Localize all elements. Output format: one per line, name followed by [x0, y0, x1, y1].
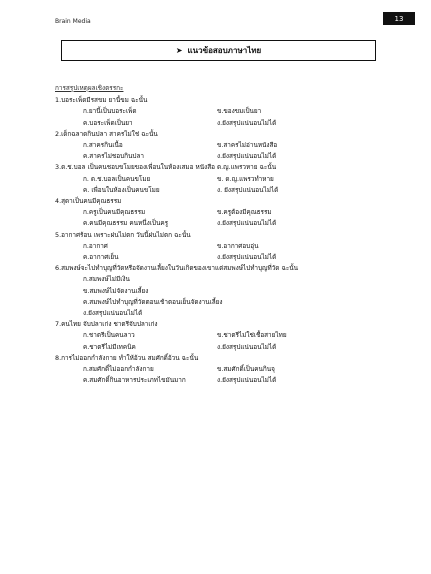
answer-option: ก.ครูเป็นคนมีคุณธรรม	[83, 208, 146, 217]
answer-option: ข.สมพงษ์ไม่จัดงานเลี้ยง	[83, 286, 149, 295]
answer-option: ค.อากาศเย็น	[83, 253, 119, 262]
option-row	[55, 151, 415, 162]
answer-option: ค.สมพงษ์ไปทำบุญที่วัดตอนเช้าตอนเย็นจัดงานเลี้ยง	[83, 297, 223, 306]
answer-option: ก. ด.ช.บอลเป็นคนขโมย	[83, 174, 151, 183]
question-text: 2.เด็กฉลาดกินปลา สาครไม่ใช่ ฉะนั้น	[55, 129, 158, 138]
answer-option: ข.สมศักดิ์เป็นคนกินจุ	[217, 365, 275, 374]
option-row	[55, 106, 415, 117]
answer-option: ข. ด.ญ.แพรวทำหาย	[217, 174, 274, 183]
answer-option: ค.สาครไม่ชอบกินปลา	[83, 152, 144, 161]
option-row	[55, 218, 415, 229]
option-row	[55, 185, 415, 196]
question-block	[55, 196, 415, 230]
topic-heading: การสรุปเหตุผลเชิงตรรกะ	[55, 84, 124, 92]
answer-option: ค.สมศักดิ์กินอาหารประเภทไขมันมาก	[83, 376, 186, 385]
option-row	[55, 330, 415, 341]
answer-option: ก.อากาศ	[83, 241, 108, 250]
question-block	[55, 353, 415, 387]
question-block	[55, 162, 415, 196]
question-text: 5.อากาศร้อน เพราะฝนไม่ตก วันนี้ฝนไม่ตก ฉะนั้น	[55, 230, 191, 239]
answer-option: ค. เพื่อนในห้องเป็นคนขโมย	[83, 185, 160, 194]
answer-option: ก.ชาตรีเป็นคนลาว	[83, 331, 135, 340]
question-block	[55, 129, 415, 163]
arrow-icon: ➤	[175, 46, 183, 55]
answer-option: ก.สมพงษ์ไม่มีเงิน	[83, 275, 130, 284]
question-list	[55, 83, 415, 386]
answer-option: ง.ยังสรุปแน่นอนไม่ได้	[217, 253, 277, 262]
question-text: 4.สุดาเป็นคนมีคุณธรรม	[55, 197, 122, 206]
option-row	[55, 140, 415, 151]
brand-name: Brain Media	[55, 18, 91, 25]
option-row	[55, 342, 415, 353]
answer-option: ค.คนมีคุณธรรม คนหนึ่งเป็นครู	[83, 219, 169, 228]
question-block	[55, 263, 415, 319]
answer-option: ง.ยังสรุปแน่นอนไม่ได้	[217, 152, 277, 161]
question-text: 6.สมพงษ์จะไปทำบุญที่วัดหรือจัดงานเลี้ยงในวันเกิดของเขาแต่สมพงษ์ไปทำบุญที่วัด ฉะนั้น	[55, 264, 299, 273]
answer-option: ค.บอระเพ็ดเป็นยา	[83, 118, 133, 127]
option-row	[55, 364, 415, 375]
answer-option: ง.ยังสรุปแน่นอนไม่ได้	[83, 309, 143, 318]
question-block	[55, 230, 415, 264]
question-block	[55, 319, 415, 353]
section-title-box	[61, 40, 376, 61]
question-text: 8.การไม่ออกกำลังกาย ทำให้อ้วน สมศักดิ์อ้วน ฉะนั้น	[55, 353, 199, 362]
option-row	[55, 174, 415, 185]
answer-option: ง. ยังสรุปแน่นอนไม่ได้	[217, 185, 279, 194]
option-row	[55, 375, 415, 386]
answer-option: ข.ชาตรีไม่ใช่เชื้อสายไทย	[217, 331, 287, 340]
option-row	[55, 118, 415, 129]
option-row	[55, 252, 415, 263]
answer-option: ง.ยังสรุปแน่นอนไม่ได้	[217, 219, 277, 228]
answer-option: ง.ยังสรุปแน่นอนไม่ได้	[217, 342, 277, 351]
answer-option: ค.ชาตรีไม่มีเทคนิค	[83, 342, 136, 351]
question-block	[55, 95, 415, 129]
answer-option: ก.ยานี้เป็นบอระเพ็ด	[83, 107, 137, 116]
answer-option: ข.อากาศอบอุ่น	[217, 241, 259, 250]
option-row	[55, 207, 415, 218]
answer-option: ก.สมศักดิ์ไม่ออกกำลังกาย	[83, 365, 154, 374]
page-number: 13	[383, 12, 415, 25]
answer-option: ข.สาครไม่อ่านหนังสือ	[217, 141, 278, 150]
question-text: 7.คนไทย จับปลาเก่ง ชาตรีจับปลาเก่ง	[55, 320, 158, 329]
answer-option: ข.ของขมเป็นยา	[217, 107, 262, 116]
answer-option: ก.สาครกินเนื้อ	[83, 141, 123, 150]
answer-option: ข.ครูต้องมีคุณธรรม	[217, 208, 272, 217]
question-text: 3.ด.ช.บอล เป็นคนชอบขโมยของเพื่อนในห้องเสมอ หนังสือ ด.ญ.แพรวหาย ฉะนั้น	[55, 163, 277, 172]
section-title: แนวข้อสอบภาษาไทย	[187, 46, 262, 55]
answer-option: ง.ยังสรุปแน่นอนไม่ได้	[217, 376, 277, 385]
option-row	[55, 241, 415, 252]
question-text: 1.บอระเพ็ดมีรสขม ยานี้ขม ฉะนั้น	[55, 96, 148, 105]
answer-option: ง.ยังสรุปแน่นอนไม่ได้	[217, 118, 277, 127]
